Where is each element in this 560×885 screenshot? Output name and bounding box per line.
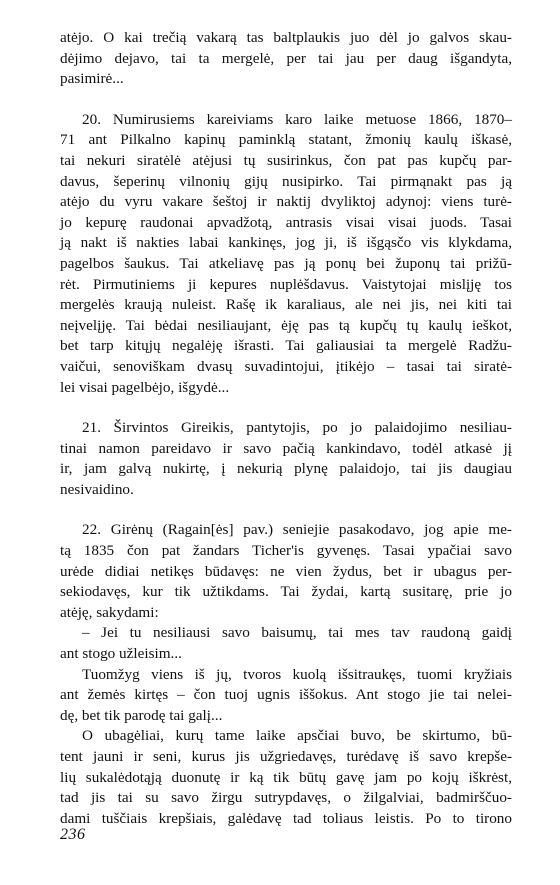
page-text (60, 28, 512, 858)
text-line: nesivaidino. (60, 480, 134, 498)
text-line: tą 1835 čon pat žandars Ticher'is gyvenęs. Tasai ypačiai savo (60, 542, 512, 560)
page-number: 236 (60, 826, 86, 843)
text-line: 21. Širvintos Gireikis, pantytojis, po jo palaidojimo nesiliau- (82, 419, 512, 437)
text-line: – Jei tu nesiliausi savo baisumų, tai mes tav raudoną gaidį (82, 624, 512, 642)
text-line: neįvelįję. Tai bėdai nesiliaujant, ėję pas tą kupčų tų kaulų ieškot, (60, 316, 512, 334)
text-line: pagelbos šaukus. Tai atkeliavę pas ją ponų bei župonų tai prižū- (60, 254, 512, 272)
text-line: atėję, sakydami: (60, 603, 159, 621)
text-line: ir, jam galvą nukirtę, į nekurią plynę palaidojo, tai jis daugiau (60, 460, 512, 478)
text-line: urėde didiai netikęs būdavęs: ne vien žydus, bet ir ubagus per- (60, 562, 512, 580)
text-line: 22. Girėnų (Ragain[ės] pav.) seniejie pasakodavo, jog apie me- (82, 521, 512, 539)
text-line: lių sukalėdotąją duonutę ir ką tik būtų gavę jam po kojų iškrėst, (60, 768, 512, 786)
text-line: rėt. Pirmutiniems ji kepures nuplėšdavus. Vaistytojai mislįję tos (60, 275, 512, 293)
text-line: tent jauni ir seni, kurus jis užgriedavęs, turėdavę iš savo krepše- (60, 748, 512, 765)
paragraph-22 (60, 520, 512, 623)
text-line: tinai namon pareidavo ir savo pačią kankindavo, todėl atkasė jį (60, 439, 512, 457)
text-line: pasimirė... (60, 70, 124, 88)
text-line: dėjimo dejavo, tai ta mergelė, per tai jau per daug išgandyta, (60, 49, 512, 67)
text-line: vaičui, senoviškam dvasų suvadintojui, įtikėjo – tasai tai siratė- (60, 357, 512, 375)
text-line: atėjo du vyru vakare šeštoj ir naktij dvyliktoj adynoj: viens turė- (60, 193, 512, 211)
paragraph-20 (60, 110, 512, 398)
paragraph-22-quote (60, 623, 512, 664)
text-line: jo kepurę raudonai apvadžotą, antrasis visai visai juods. Tasai (60, 213, 512, 231)
text-line: mergelės kraują nuleist. Rašę ik karaliaus, ale nei jis, nei kiti tai (60, 296, 512, 314)
text-line: 20. Numirusiems kareiviams karo laike metuose 1866, 1870– (82, 110, 512, 128)
text-line: 71 ant Pilkalno kapinų paminklą statant, žmonių kaulų iškasė, (60, 131, 512, 149)
paragraph-intro (60, 28, 512, 90)
text-line: tad jis tai su savo žirgu sutrypdavęs, o žilgalviai, badmirščuo- (60, 789, 512, 807)
paragraph-21 (60, 418, 512, 500)
paragraph-22-c (60, 726, 512, 829)
text-line: Tuomžyg viens iš jų, tvoros kuolą išsitraukęs, tuomi kryžiais (82, 665, 512, 683)
text-line: dę, bet tik parodę tai galį... (60, 706, 223, 724)
text-line: davus, šeperinų vilnonių gijų nusipirko. Tai pirmąnakt pas ją (60, 172, 512, 190)
text-line: ant stogo užleisim... (60, 645, 182, 663)
text-line: ją nakt iš nakties labai kankinęs, jog ji, iš išgąsčo vis klykdama, (60, 234, 512, 252)
text-line: O ubagėliai, kurų tame laike apsčiai buvo, be skirtumo, bū- (82, 727, 512, 745)
text-line: dami tuščiais krepšiais, galėdavę tad toliaus leistis. Po to tirono (60, 809, 512, 827)
text-line: atėjo. O kai trečią vakarą tas baltplaukis juo dėl jo galvos skau- (60, 29, 512, 46)
text-line: tai nekuri siratėlė atėjusi tų susirinkus, čon pat pas kupčų par- (60, 151, 512, 169)
text-line: bet tarp kitųjų negalėję išrasti. Tai galiausiai ta mergelė Radžu- (60, 337, 512, 355)
text-line: lei visai pagelbėjo, išgydė... (60, 378, 230, 396)
paragraph-22-b (60, 665, 512, 727)
text-line: ant žemės kirtęs – čon tuoj ugnis iššokus. Ant stogo jie tai nelei- (60, 686, 512, 704)
text-line: sekiodavęs, kur tik užtikdams. Tai žydai, kartą susitarę, prie jo (60, 583, 512, 601)
